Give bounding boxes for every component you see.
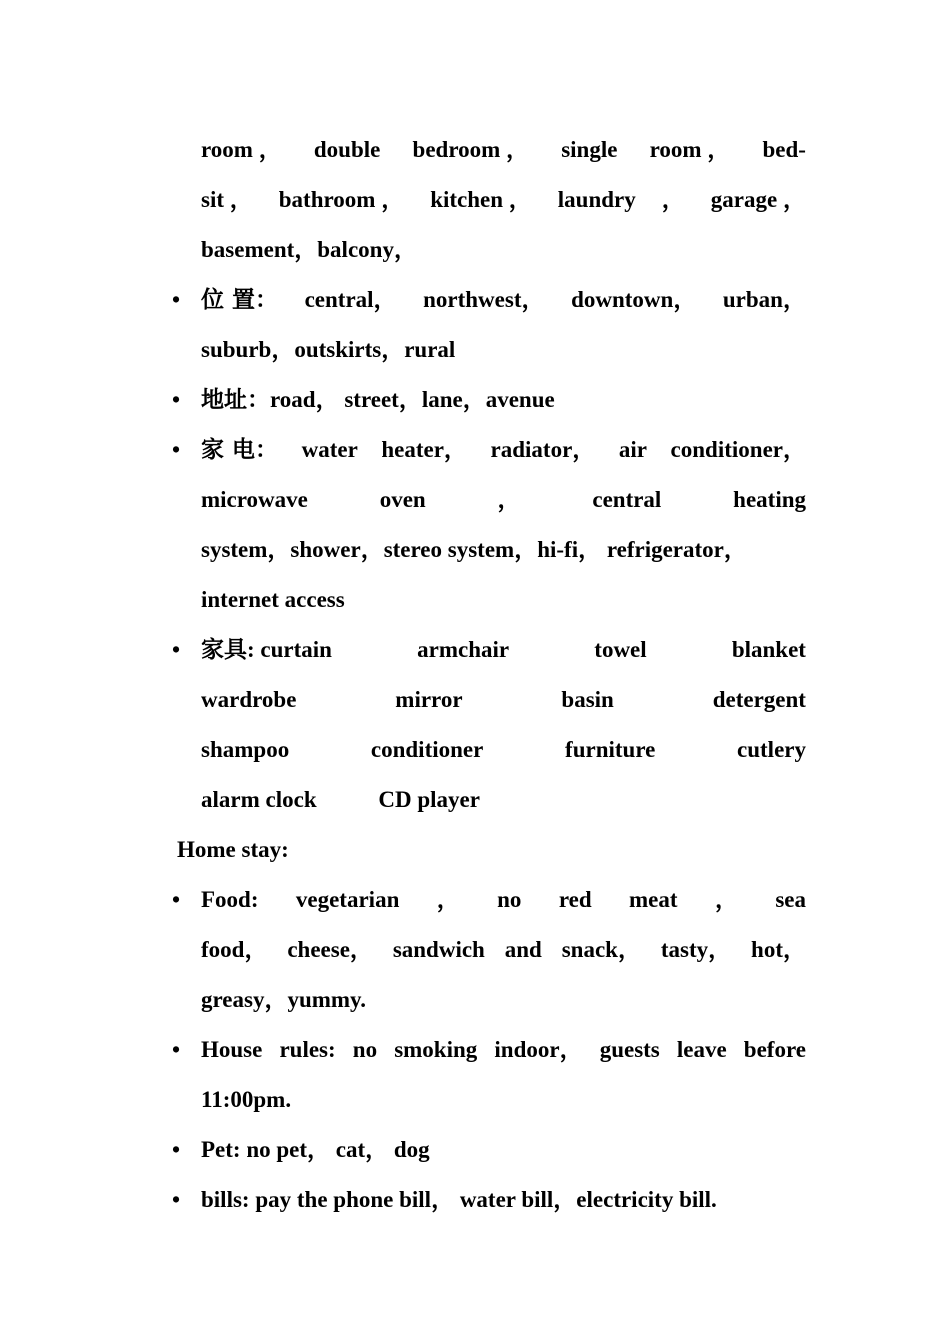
bullet-icon: •	[172, 287, 181, 312]
document-content	[172, 125, 806, 1225]
text-word: sandwich	[392, 937, 485, 962]
text-word: smoking	[394, 1037, 478, 1062]
text-word: cutlery	[737, 737, 806, 762]
bullet-icon: •	[172, 387, 181, 412]
text-word: and	[504, 937, 542, 962]
text-word: alarm clock	[201, 787, 317, 812]
bills-item	[172, 1175, 806, 1225]
text-word: Food:	[201, 887, 259, 912]
text-word: heater，	[381, 437, 467, 462]
text-word: CD player	[378, 787, 480, 812]
text-word: garage ，	[710, 187, 806, 212]
text-word: wardrobe	[201, 687, 297, 712]
text-word: downtown，	[571, 287, 697, 312]
furniture-item	[172, 625, 806, 825]
text-word: no	[352, 1037, 378, 1062]
text-word: central，	[304, 287, 397, 312]
text-line	[201, 425, 806, 475]
text-word: leave	[676, 1037, 727, 1062]
text-word: ，	[661, 187, 685, 212]
text-word: bed-	[762, 137, 806, 162]
text-word: 地址：road， street，lane，avenue	[201, 387, 555, 412]
text-line	[201, 325, 806, 375]
food-item	[172, 875, 806, 1025]
text-word: bathroom ，	[278, 187, 405, 212]
text-word: ，	[497, 487, 521, 512]
text-word: detergent	[712, 687, 806, 712]
text-word: blanket	[731, 637, 806, 662]
text-word: red	[558, 887, 592, 912]
text-word: laundry	[557, 187, 636, 212]
text-word: urban，	[722, 287, 806, 312]
text-line	[201, 975, 806, 1025]
rooms-continuation	[172, 125, 806, 275]
text-line	[201, 925, 806, 975]
text-line	[201, 525, 806, 575]
text-word: Pet: no pet， cat， dog	[201, 1137, 430, 1162]
text-word: system，shower，stereo system，hi-fi， refrigerator，	[201, 537, 747, 562]
text-line	[201, 225, 806, 275]
text-line	[201, 125, 806, 175]
text-line	[201, 675, 806, 725]
text-word: indoor，	[494, 1037, 583, 1062]
text-word: no	[497, 887, 522, 912]
text-word: room ，	[649, 137, 731, 162]
text-word: bills: pay the phone bill， water bill，electricity bill.	[201, 1187, 717, 1212]
text-word: tasty，	[660, 937, 732, 962]
text-word: oven	[379, 487, 426, 512]
bullet-icon: •	[172, 637, 181, 662]
text-word: heating	[733, 487, 806, 512]
text-line	[201, 575, 806, 625]
pet-item	[172, 1125, 806, 1175]
text-word: kitchen ，	[430, 187, 532, 212]
text-word: air	[618, 437, 647, 462]
text-word: rules:	[279, 1037, 336, 1062]
text-line	[201, 1025, 806, 1075]
text-word: cheese，	[287, 937, 373, 962]
text-word: basin	[561, 687, 614, 712]
text-line	[201, 1075, 806, 1125]
text-line	[201, 475, 806, 525]
bullet-icon: •	[172, 1137, 181, 1162]
text-word: armchair	[417, 637, 510, 662]
text-word: towel	[594, 637, 647, 662]
text-word: 11:00pm.	[201, 1087, 292, 1112]
text-word: water	[301, 437, 358, 462]
text-word: furniture	[565, 737, 656, 762]
bullet-icon: •	[172, 437, 181, 462]
text-word: single	[561, 137, 618, 162]
location-item	[172, 275, 806, 375]
text-word: conditioner，	[670, 437, 806, 462]
text-word: radiator，	[490, 437, 596, 462]
text-word: northwest，	[423, 287, 545, 312]
text-word: vegetarian	[295, 887, 400, 912]
bullet-icon: •	[172, 1037, 181, 1062]
text-word: snack，	[561, 937, 641, 962]
text-line	[201, 175, 806, 225]
text-word: guests	[599, 1037, 660, 1062]
text-word: meat	[629, 887, 678, 912]
text-line	[201, 275, 806, 325]
text-line	[201, 775, 806, 825]
text-line	[201, 375, 806, 425]
text-word: suburb，outskirts，rural	[201, 337, 456, 362]
text-word: sit ，	[201, 187, 253, 212]
address-item	[172, 375, 806, 425]
text-word: before	[743, 1037, 806, 1062]
text-word: food，	[201, 937, 268, 962]
text-word: double	[313, 137, 381, 162]
text-word: sea	[775, 887, 806, 912]
text-line	[201, 625, 806, 675]
text-word: hot，	[751, 937, 806, 962]
text-word: conditioner	[370, 737, 484, 762]
text-word: room ，	[201, 137, 282, 162]
text-word: 家 电：	[201, 437, 279, 463]
text-word: ，	[436, 887, 460, 912]
text-word: 位 置：	[201, 287, 279, 313]
text-word: ，	[714, 887, 738, 912]
text-line	[201, 1175, 806, 1225]
text-word: basement，balcony，	[201, 237, 417, 262]
text-line	[201, 725, 806, 775]
text-word: greasy，yummy.	[201, 987, 367, 1012]
bullet-icon: •	[172, 887, 181, 912]
bullet-icon: •	[172, 1187, 181, 1212]
text-word: House	[201, 1037, 263, 1062]
appliances-item	[172, 425, 806, 625]
text-line	[201, 875, 806, 925]
house-rules-item	[172, 1025, 806, 1125]
text-word: central	[592, 487, 662, 512]
text-word: 家具: curtain	[201, 637, 332, 662]
text-line	[201, 1125, 806, 1175]
home-stay-heading: Home stay:	[177, 837, 289, 862]
text-word: bedroom ，	[412, 137, 530, 162]
text-word: shampoo	[201, 737, 290, 762]
text-word: internet access	[201, 587, 345, 612]
text-word: mirror	[395, 687, 463, 712]
text-word: microwave	[201, 487, 308, 512]
